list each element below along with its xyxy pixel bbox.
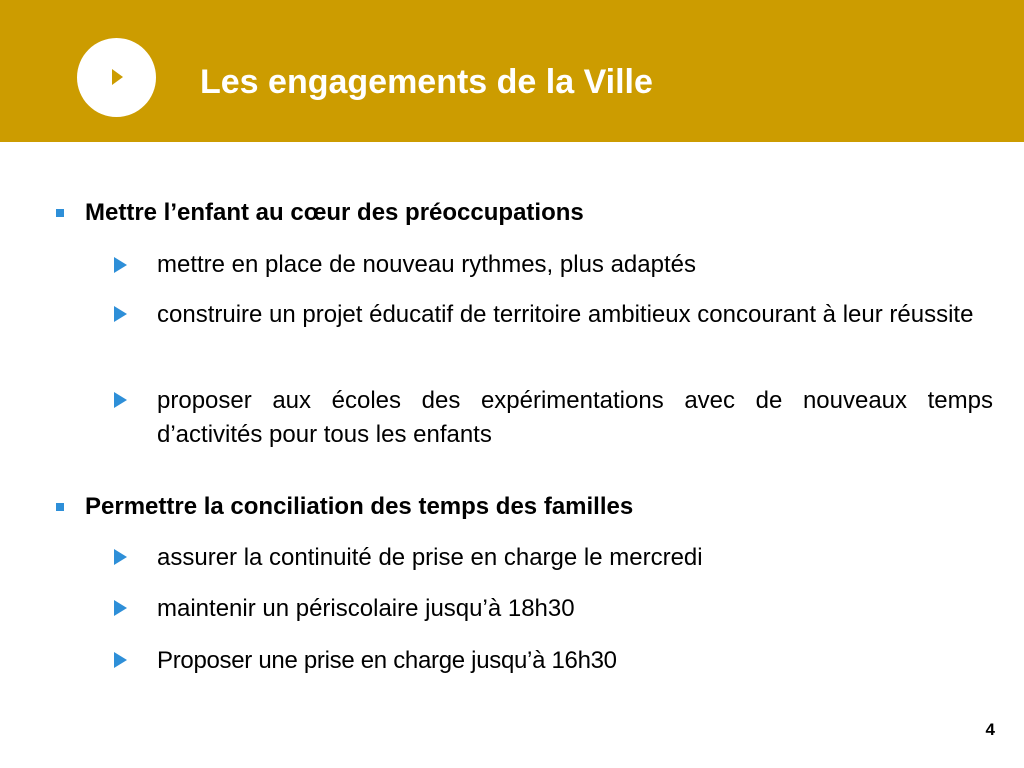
- play-icon: [77, 38, 156, 117]
- list-item: proposer aux écoles des expérimentations avec de nouveaux temps d’activités pour tous les enfants: [157, 387, 993, 448]
- section-heading: Permettre la conciliation des temps des familles: [85, 493, 634, 520]
- arrow-bullet-icon: [114, 392, 127, 408]
- square-bullet-icon: [56, 503, 64, 511]
- arrow-bullet-icon: [114, 652, 127, 668]
- slide-title: Les engagements de la Ville: [200, 63, 653, 101]
- section-heading: Mettre l’enfant au cœur des préoccupations: [85, 199, 584, 226]
- page-number: 4: [985, 720, 995, 739]
- arrow-bullet-icon: [114, 549, 127, 565]
- list-item: mettre en place de nouveau rythmes, plus adaptés: [157, 251, 696, 278]
- arrow-bullet-icon: [114, 257, 127, 273]
- title-banner: [0, 0, 1024, 142]
- list-item: maintenir un périscolaire jusqu’à 18h30: [157, 595, 575, 622]
- list-item: Proposer une prise en charge jusqu’à 16h30: [157, 647, 617, 674]
- square-bullet-icon: [56, 209, 64, 217]
- arrow-bullet-icon: [114, 306, 127, 322]
- list-item: construire un projet éducatif de territoire ambitieux concourant à leur réussite: [157, 301, 974, 328]
- list-item: assurer la continuité de prise en charge le mercredi: [157, 544, 703, 571]
- arrow-bullet-icon: [114, 600, 127, 616]
